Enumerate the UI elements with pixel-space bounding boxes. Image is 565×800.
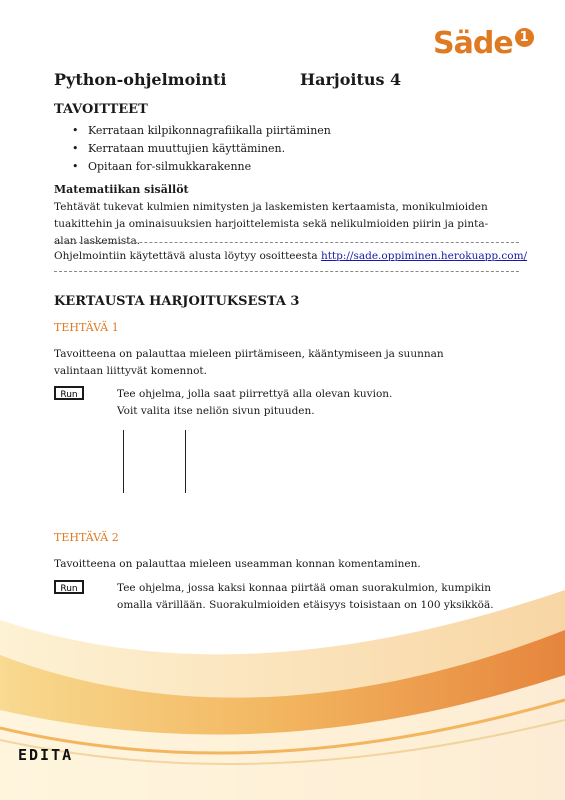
environment-line [54, 250, 527, 262]
task-2-run-button[interactable]: Run [54, 580, 84, 594]
figure-line-right [185, 430, 186, 493]
task-1-run-button[interactable]: Run [54, 386, 84, 400]
logo-badge: 1 [515, 28, 534, 47]
task-1-description: Tavoitteena on palauttaa mieleen piirtämiseen, kääntymiseen ja suunnan valintaan liittyvät komennot. [54, 348, 444, 377]
task-1-instruction-1: Tee ohjelma, jolla saat piirrettyä alla olevan kuvion. [117, 388, 393, 400]
task-1-instruction-2: Voit valita itse neliön sivun pituuden. [117, 405, 315, 417]
divider-top [54, 242, 519, 243]
divider-bottom [54, 271, 519, 272]
task-1-heading: TEHTÄVÄ 1 [54, 321, 119, 334]
edita-logo: EDITA [18, 746, 74, 764]
task-2-description: Tavoitteena on palauttaa mieleen useamman konnan komentaminen. [54, 558, 421, 570]
math-text: Tehtävät tukevat kulmien nimitysten ja laskemisten kertaamista, monikulmioiden tuakittehin ja ominaisuuksien harjoittelemista sekä nelikulmioiden piirin ja pinta-alan laskemista. [54, 201, 489, 247]
goals-list [72, 122, 331, 176]
goal-item: • Kerrataan muuttujien käyttäminen. [72, 140, 331, 158]
task-2-instruction: Tee ohjelma, jossa kaksi konnaa piirtää oman suorakulmion, kumpikin omalla värillään. Suorakulmioiden etäisyys toisistaan on 100 yksikköä. [117, 582, 494, 611]
figure-line-left [123, 430, 124, 493]
sade-logo [433, 26, 534, 61]
environment-text: Ohjelmointiin käytettävä alusta löytyy osoitteesta [54, 250, 321, 262]
environment-link[interactable]: http://sade.oppiminen.herokuapp.com/ [320, 250, 528, 262]
exercise-title: Harjoitus 4 [300, 70, 402, 89]
goals-heading: TAVOITTEET [54, 102, 148, 117]
logo-text: Säde [433, 26, 513, 61]
document-title: Python-ohjelmointi [54, 70, 227, 89]
task-2-heading: TEHTÄVÄ 2 [54, 531, 119, 544]
goal-item: • Kerrataan kilpikonnagrafiikalla piirtäminen [72, 122, 331, 140]
decorative-swoosh [0, 560, 565, 800]
math-heading: Matematiikan sisällöt [54, 183, 189, 196]
goal-item: • Opitaan for-silmukkarakenne [72, 158, 331, 176]
review-heading: KERTAUSTA HARJOITUKSESTA 3 [54, 294, 300, 309]
